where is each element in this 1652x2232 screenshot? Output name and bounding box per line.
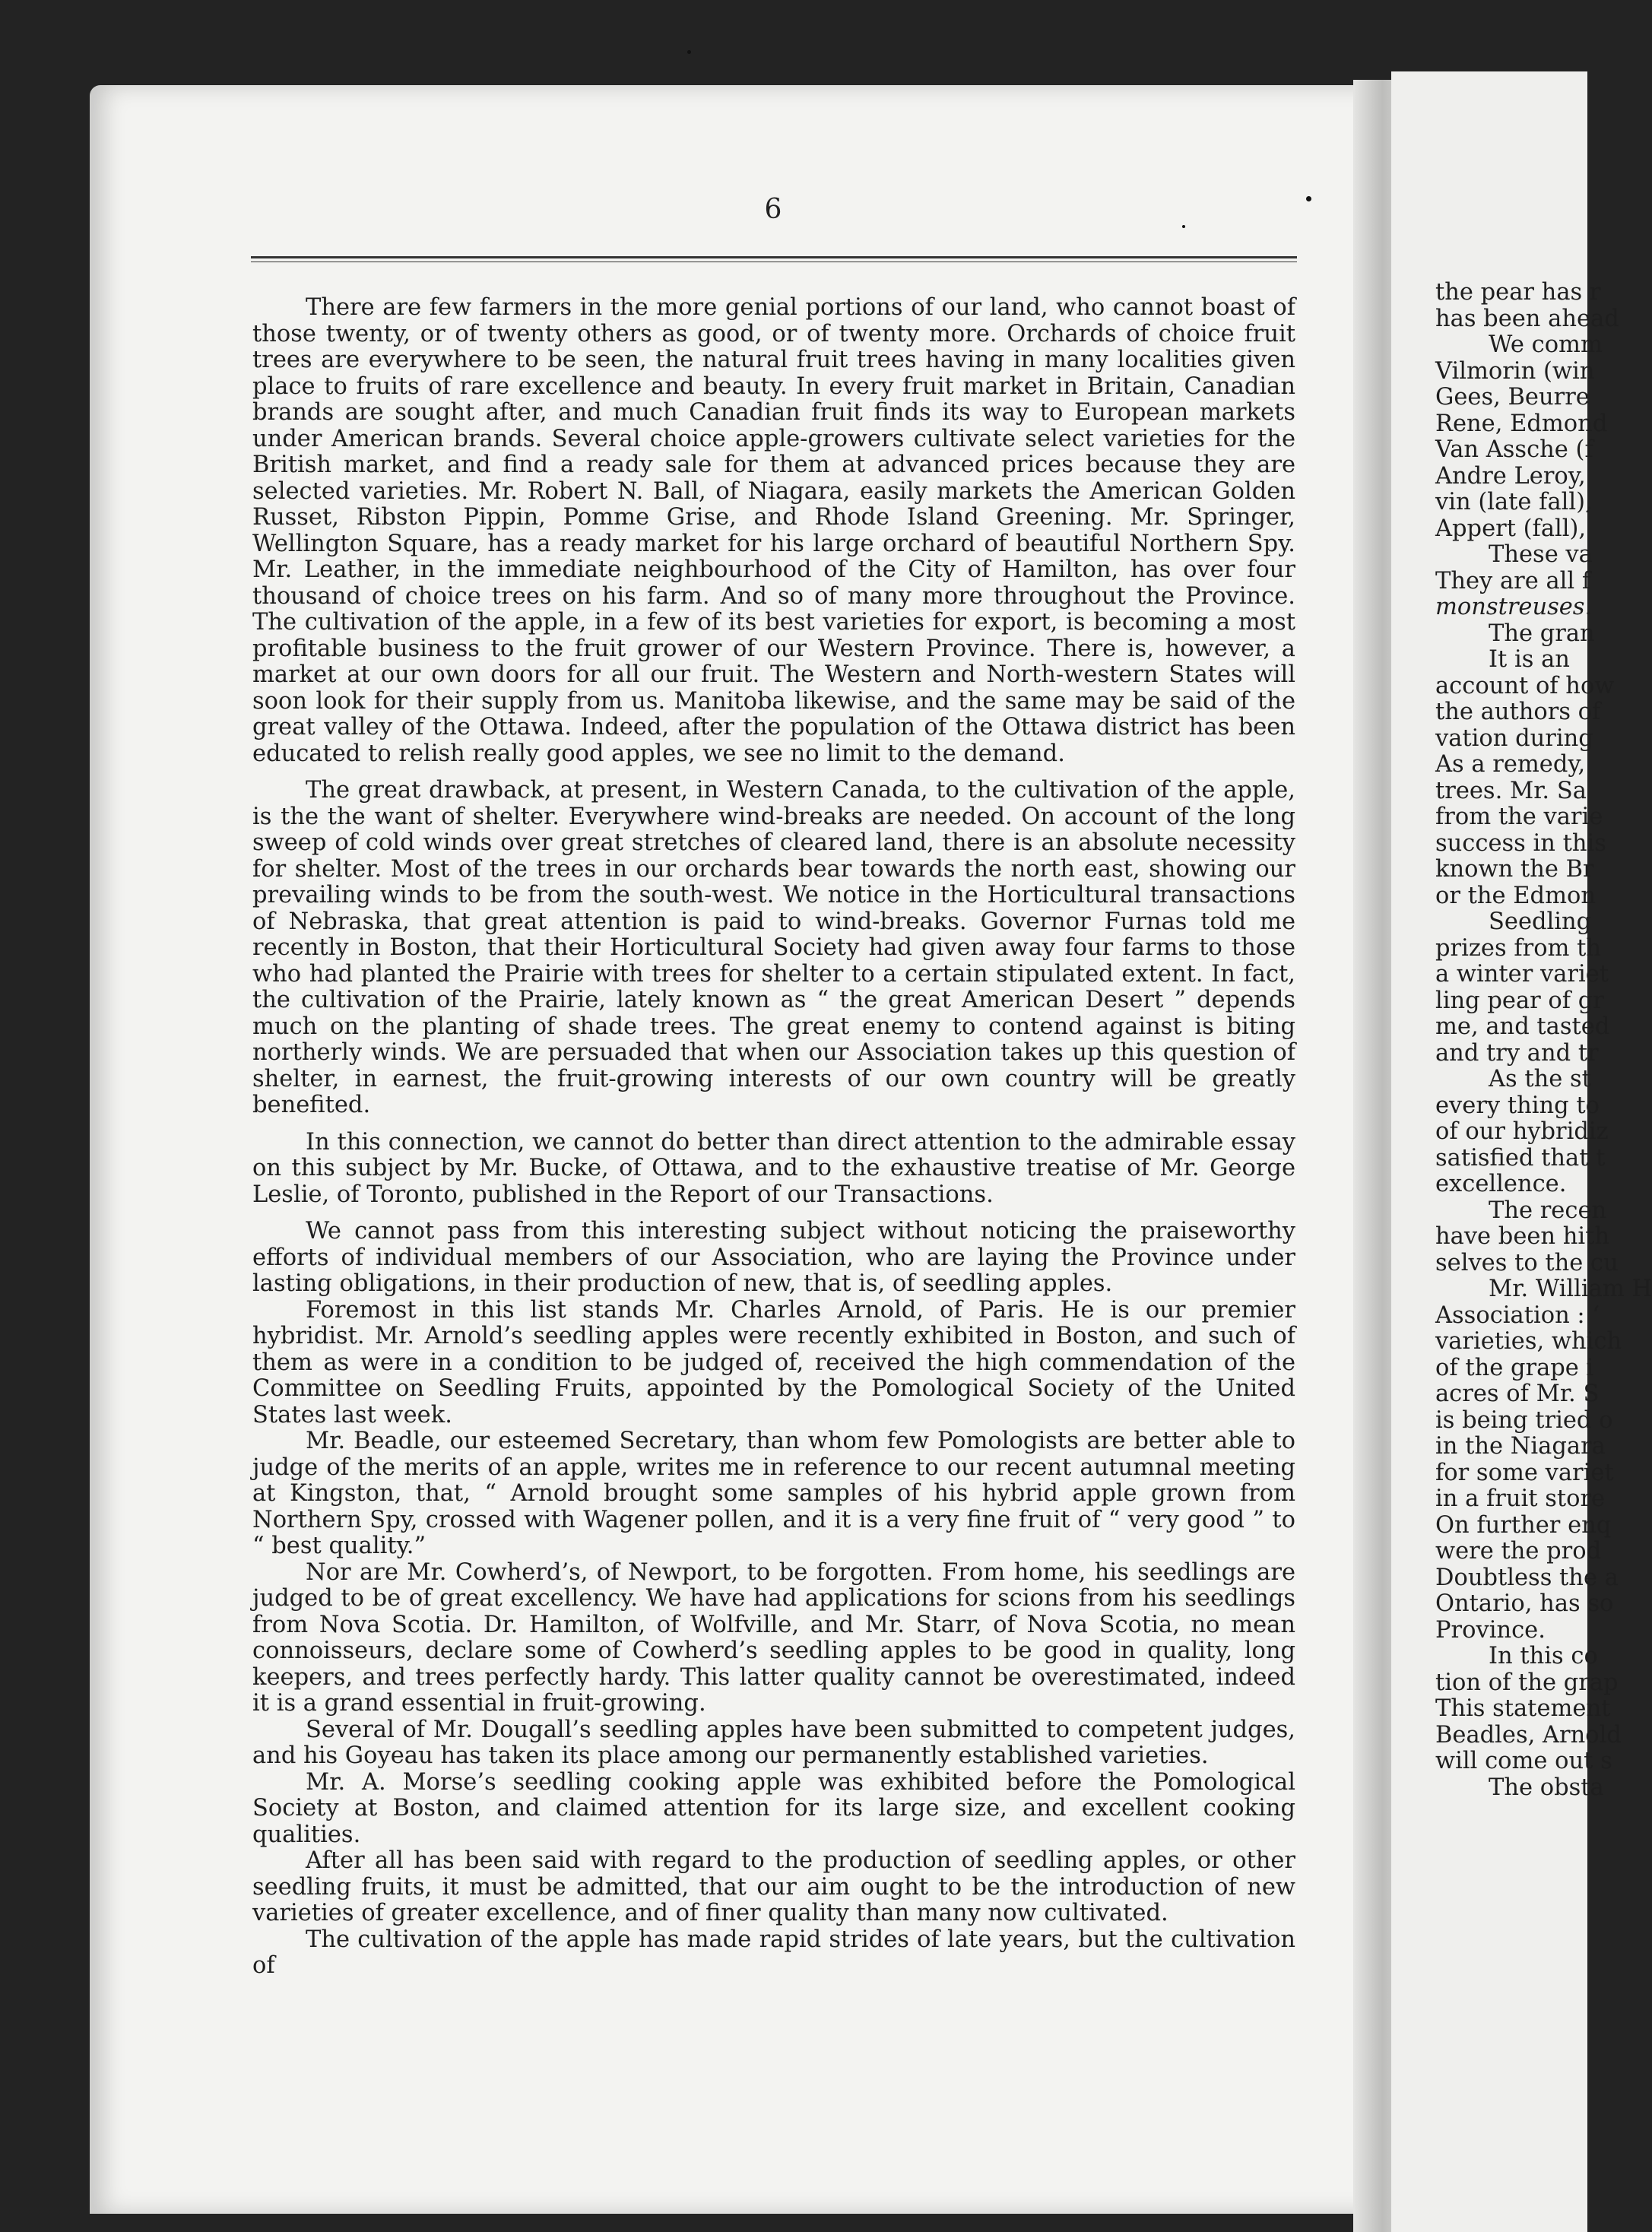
paragraph: Foremost in this list stands Mr. Charles Arnold, of Paris. He is our premier hybridist. Mr. Arnold’s seedling apples were recently exhibited in Boston, and such of them as were in a condition to be judged of, received the high commendation of the Committee on Seedling Fruits, appointed by the Pomological Society of the United States last week.: [252, 1296, 1295, 1428]
text-line: in the Niagara: [1435, 1433, 1606, 1460]
text-line: is being tried o: [1435, 1406, 1613, 1434]
text-line: selves to the cu: [1435, 1249, 1619, 1276]
text-line: On further enq: [1435, 1511, 1612, 1539]
text-line: trees. Mr. Sa: [1435, 777, 1587, 804]
text-line: the authors of: [1435, 699, 1601, 725]
text-line: Mr. William H: [1489, 1276, 1652, 1302]
paragraph: The great drawback, at present, in Western Canada, to the cultivation of the apple, is the the want of shelter. Everywhere wind-breaks are needed. On account of the long sweep of cold winds over great stretches of cleared land, there is an absolute necessity for shelter. Most of the trees in our orchards bear towards the north east, showing our prevailing winds to be from the south-west. We notice in the Horticultural transactions of Nebraska, that great attention is paid to wind-breaks. Governor Furnas told me recently in Boston, that their Horticultural Society had given away four farms to those who had planted the Prairie with trees for shelter to a certain stipulated extent. In fact, the cultivation of the Prairie, lately known as “ the great American Desert ” depends much on the planting of shade trees. The great enemy to contend against is biting northerly winds. We are persuaded that when our Association takes up this question of shelter, in earnest, the fruit-growing interests of our own country will be greatly benefited.: [252, 777, 1295, 1118]
paragraph: In this connection, we cannot do better than direct attention to the admirable essay on this subject by Mr. Bucke, of Ottawa, and to the exhaustive treatise of Mr. George Leslie, of Toronto, published in the Report of our Transactions.: [252, 1128, 1295, 1208]
paragraph: Nor are Mr. Cowherd’s, of Newport, to be forgotten. From home, his seedlings are judged to be of great excellency. We have had applications for scions from his seedlings from Nova Scotia. Dr. Hamilton, of Wolfville, and Mr. Starr, of Nova Scotia, no mean connoisseurs, declare some of Cowherd’s seedling apples to be good in quality, long keepers, and trees perfectly hardy. This latter quality cannot be overestimated, indeed it is a grand essential in fruit-growing.: [252, 1558, 1295, 1717]
text-line: Appert (fall),: [1435, 515, 1587, 542]
text-line: We comm: [1489, 331, 1603, 358]
ink-speck: [1182, 225, 1185, 228]
text-line: Province.: [1435, 1616, 1546, 1644]
text-line: Andre Leroy,: [1435, 462, 1586, 490]
paragraph: We cannot pass from this interesting subject without noticing the praiseworthy efforts of individual members of our Association, who are laying the Province under lasting obligations, in their production of new, that is, of seedling apples.: [252, 1218, 1295, 1297]
text-line: vation during: [1435, 724, 1593, 752]
text-line: from the varie: [1435, 804, 1603, 830]
text-line: excellence.: [1435, 1171, 1567, 1197]
text-line: They are all f: [1435, 567, 1591, 594]
text-line: Van Assche (f: [1435, 436, 1593, 463]
text-line: and try and tr: [1435, 1039, 1599, 1067]
text-line: The gran: [1489, 620, 1595, 647]
paragraph: The cultivation of the apple has made rapid strides of late years, but the cultivation of: [252, 1926, 1295, 1979]
text-line: This statement: [1435, 1695, 1611, 1722]
text-line: have been hith: [1435, 1223, 1610, 1250]
paragraph: Mr. Beadle, our esteemed Secretary, than whom few Pomologists are better able to judge of the merits of an apple, writes me in reference to our recent autumnal meeting at Kingston, that, “ Arnold brought some samples of his hybrid apple grown from Northern Spy, crossed with Wagener pollen, and it is a very fine fruit of “ very good ” to “ best quality.”: [252, 1428, 1295, 1559]
text-line: vin (late fall),: [1435, 489, 1593, 515]
text-line: for some variet: [1435, 1459, 1614, 1486]
text-line: of the grape i: [1435, 1354, 1594, 1381]
ink-speck: [1306, 196, 1311, 201]
text-line: every thing to: [1435, 1092, 1600, 1119]
text-line: prizes from th: [1435, 934, 1602, 962]
text-line: has been ahead: [1435, 305, 1619, 332]
text-line: of our hybridiz: [1435, 1118, 1609, 1145]
text-line: The recen: [1489, 1197, 1607, 1224]
text-line: the pear has r: [1435, 279, 1601, 306]
text-line: a winter variet: [1435, 961, 1609, 988]
text-line: ling pear of gr: [1435, 987, 1604, 1014]
header-rule: [251, 256, 1297, 258]
text-line: As a remedy,: [1435, 751, 1586, 778]
text-line: satisfied that t: [1435, 1144, 1606, 1171]
paragraph: There are few farmers in the more genial portions of our land, who cannot boast of those twenty, or of twenty others as good, or of twenty more. Orchards of choice fruit trees are everywhere to be seen, the natural fruit trees having in many localities given place to fruits of rare excellence and beauty. In every fruit market in Britain, Canadian brands are sought after, and much Canadian fruit finds its way to European markets under American brands. Several choice apple-growers cultivate select varieties for the British market, and find a ready sale for them at advanced prices because they are selected varieties. Mr. Robert N. Ball, of Niagara, easily markets the American Golden Russet, Ribston Pippin, Pomme Grise, and Rhode Island Greening. Mr. Springer, Wellington Square, has a ready market for his large orchard of beautiful Northern Spy. Mr. Leather, in the immediate neighbourhood of the City of Hamilton, has over four thousand of choice trees on his farm. And so of many more throughout the Province. The cultivation of the apple, in a few of its best varieties for export, is becoming a most profitable business to the fruit grower of our Western Province. There is, however, a market at our own doors for all our fruit. The Western and North-western States will soon look for their supply from us. Manitoba likewise, and the same may be said of the great valley of the Ottawa. Indeed, after the population of the Ottawa district has been educated to relish really good apples, we see no limit to the demand.: [252, 294, 1295, 767]
text-line: monstreuses.: [1435, 594, 1593, 620]
text-line: account of how: [1435, 672, 1615, 699]
ink-speck: [687, 50, 691, 54]
text-line: Doubtless the a: [1435, 1564, 1619, 1591]
left-column-text: [252, 295, 1295, 1980]
paragraph: Several of Mr. Dougall’s seedling apples have been submitted to competent judges, and his Goyeau has taken its place among our permanently established varieties.: [252, 1716, 1295, 1769]
text-line: were the prod: [1435, 1538, 1602, 1565]
text-line: tion of the grap: [1435, 1669, 1619, 1696]
text-line: Association : ‘: [1435, 1301, 1600, 1329]
text-line: Ontario, has so: [1435, 1590, 1614, 1617]
page-number: 6: [764, 194, 782, 225]
text-line: varieties, which: [1435, 1328, 1622, 1355]
text-line: Rene, Edmond: [1435, 410, 1608, 437]
text-line: Seedling: [1489, 908, 1592, 935]
text-line: As the st: [1489, 1066, 1591, 1092]
text-line: in a fruit store: [1435, 1485, 1606, 1512]
text-line: These va: [1489, 541, 1593, 568]
paragraph: After all has been said with regard to the production of seedling apples, or other seedling fruits, it must be admitted, that our aim ought to be the introduction of new varieties of greater excellence, and of finer quality than many now cultivated.: [252, 1847, 1295, 1926]
text-line: Vilmorin (win: [1435, 357, 1595, 385]
text-line: acres of Mr. S: [1435, 1381, 1600, 1407]
right-column-text: [1435, 279, 1652, 1801]
text-line: will come out s: [1435, 1748, 1612, 1774]
text-line: In this co: [1489, 1643, 1598, 1669]
text-line: Gees, Beurre: [1435, 384, 1590, 411]
paragraph: Mr. A. Morse’s seedling cooking apple was exhibited before the Pomological Society at Boston, and claimed attention for its large size, and excellent cooking qualities.: [252, 1768, 1295, 1848]
text-line: It is an: [1489, 646, 1570, 673]
text-line: Beadles, Arnold: [1435, 1721, 1622, 1749]
text-line: The obsta: [1489, 1774, 1604, 1801]
text-line: success in this: [1435, 829, 1606, 857]
text-line: or the Edmon: [1435, 882, 1596, 909]
text-line: known the Br: [1435, 856, 1594, 883]
text-line: me, and tasted: [1435, 1013, 1610, 1040]
